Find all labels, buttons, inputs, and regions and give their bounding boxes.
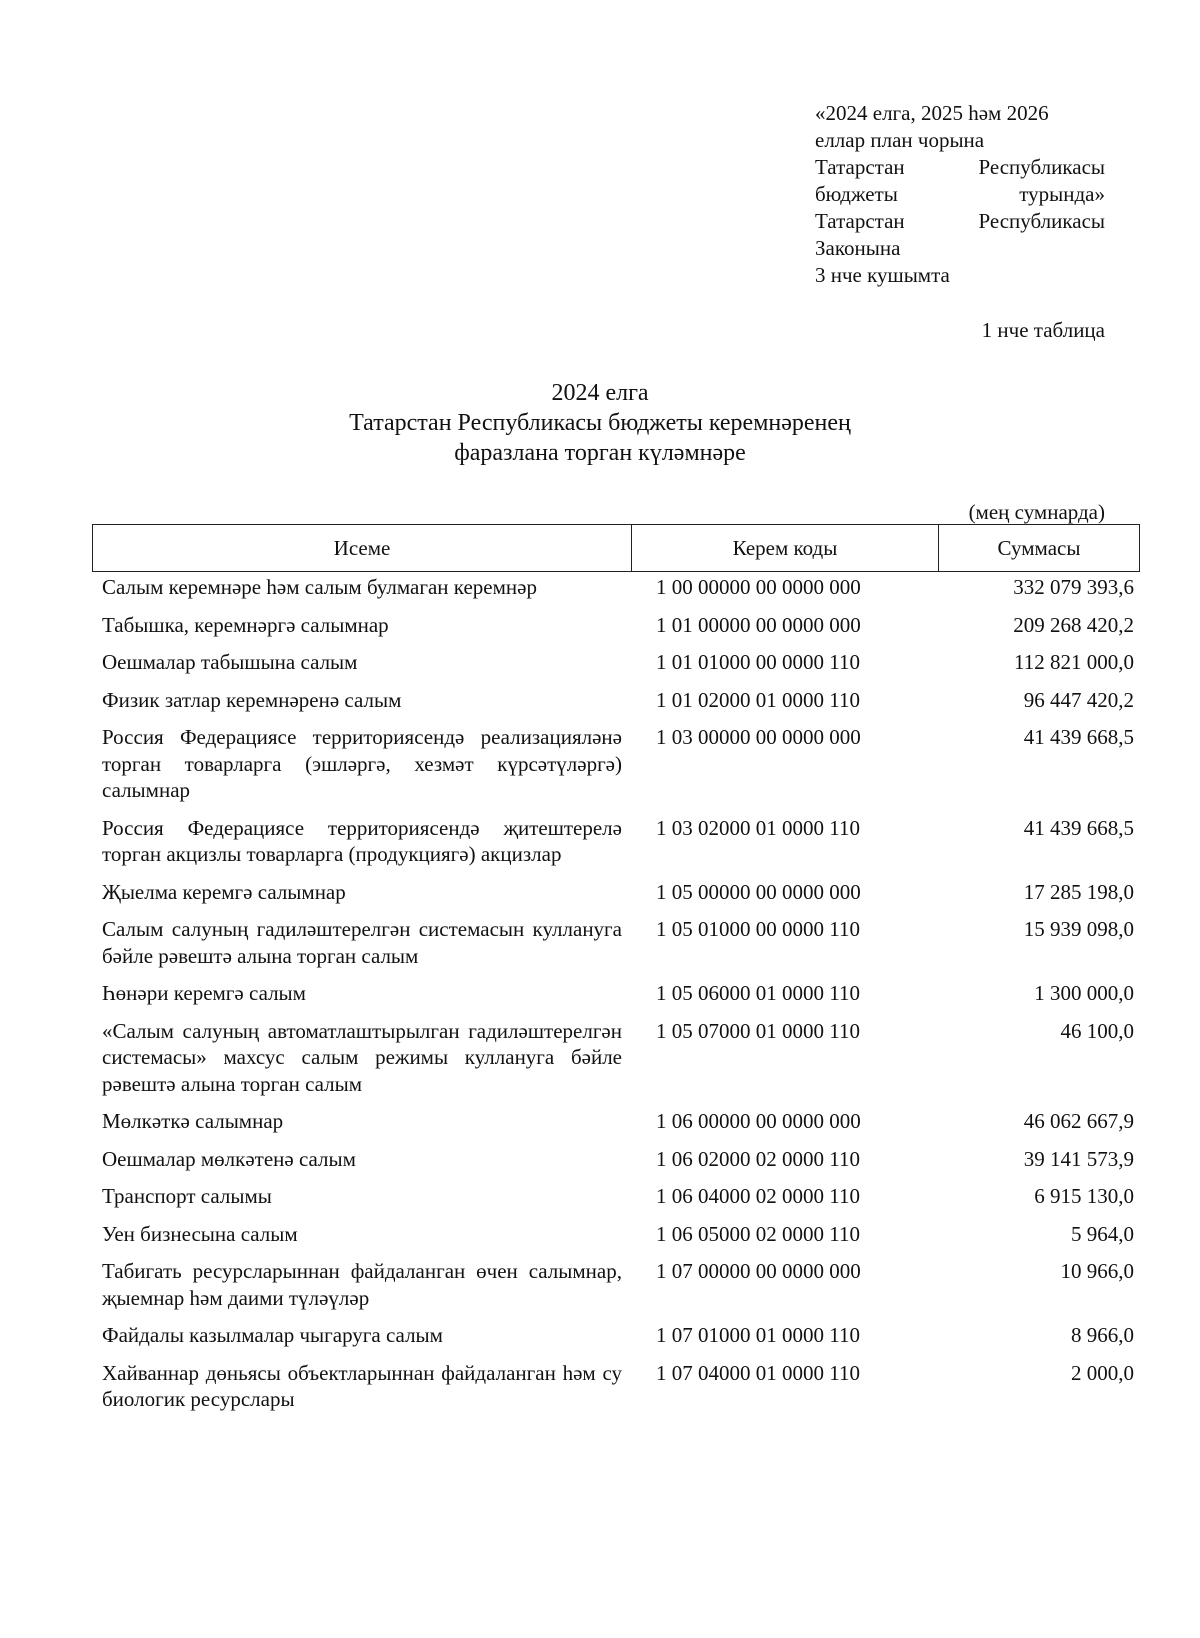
row-code: 1 06 05000 02 0000 110 bbox=[656, 1221, 860, 1246]
row-code: 1 06 02000 02 0000 110 bbox=[656, 1146, 860, 1171]
row-sum: 10 966,0 bbox=[1060, 1259, 1134, 1283]
table-row bbox=[92, 1108, 1140, 1135]
appendix-word: бюджеты bbox=[815, 182, 898, 206]
appendix-line bbox=[815, 181, 1105, 208]
row-sum: 2 000,0 bbox=[1071, 1360, 1134, 1385]
table-row bbox=[92, 1183, 1140, 1210]
table-number: 1 нче таблица bbox=[981, 318, 1105, 342]
table-body bbox=[92, 574, 1140, 1413]
table-row bbox=[92, 1360, 1140, 1413]
table-row bbox=[92, 687, 1140, 714]
appendix-line: «2024 елга, 2025 һәм 2026 bbox=[815, 101, 1049, 125]
row-sum: 6 915 130,0 bbox=[1034, 1184, 1134, 1208]
row-name: Оешмалар мөлкәтенә салым bbox=[102, 1146, 356, 1171]
title-line: Татарстан Республикасы бюджеты керемнәренең bbox=[349, 410, 851, 436]
row-code: 1 01 01000 00 0000 110 bbox=[656, 650, 860, 674]
row-code: 1 03 02000 01 0000 110 bbox=[656, 815, 860, 840]
table-row bbox=[92, 916, 1140, 969]
table-row bbox=[92, 649, 1140, 676]
row-code: 1 05 06000 01 0000 110 bbox=[656, 981, 860, 1005]
row-sum: 41 439 668,5 bbox=[1023, 725, 1134, 749]
row-name: Хайваннар дөньясы объектларыннан файдаланган һәм су биологик ресурслары bbox=[102, 1360, 622, 1411]
table-row bbox=[92, 1322, 1140, 1349]
row-sum: 39 141 573,9 bbox=[1023, 1146, 1134, 1171]
row-sum: 17 285 198,0 bbox=[1023, 879, 1134, 904]
row-name: Физик затлар керемнәренә салым bbox=[102, 687, 402, 712]
row-sum: 46 100,0 bbox=[1060, 1018, 1134, 1043]
header-code: Керем коды bbox=[632, 525, 939, 571]
appendix-line bbox=[815, 208, 1105, 235]
table-row bbox=[92, 574, 1140, 601]
header-sum: Суммасы bbox=[997, 535, 1081, 560]
units-note: (мең сумнарда) bbox=[968, 500, 1105, 524]
table-row bbox=[92, 1146, 1140, 1173]
table-row bbox=[92, 879, 1140, 906]
table-row bbox=[92, 1221, 1140, 1248]
row-name: Табигать ресурсларыннан файдаланган өчен салымнар, җыемнар һәм даими түләүләр bbox=[102, 1259, 622, 1310]
revenue-table bbox=[92, 524, 1140, 1413]
row-sum: 8 966,0 bbox=[1071, 1323, 1134, 1347]
row-code: 1 05 01000 00 0000 110 bbox=[656, 917, 860, 941]
appendix-word: Республикасы bbox=[978, 209, 1105, 233]
table-row bbox=[92, 1018, 1140, 1098]
table-row bbox=[92, 980, 1140, 1007]
row-sum: 209 268 420,2 bbox=[1013, 612, 1134, 637]
row-code: 1 07 04000 01 0000 110 bbox=[656, 1360, 860, 1385]
appendix-reference bbox=[815, 100, 1105, 289]
row-code: 1 06 04000 02 0000 110 bbox=[656, 1184, 860, 1208]
appendix-word: Татарстан bbox=[815, 209, 905, 233]
row-name: Россия Федерациясе территориясендә җитештерелә торган акцизлы товарларга (продукциягә) акцизлар bbox=[102, 815, 622, 866]
appendix-line: еллар план чорына bbox=[815, 128, 985, 152]
title-line: фаразлана торган күләмнәре bbox=[454, 440, 746, 466]
row-name: Транспорт салымы bbox=[102, 1184, 272, 1208]
row-sum: 46 062 667,9 bbox=[1023, 1109, 1134, 1133]
table-row bbox=[92, 724, 1140, 804]
appendix-word: Татарстан bbox=[815, 155, 905, 179]
row-code: 1 01 00000 00 0000 000 bbox=[656, 612, 861, 637]
appendix-line bbox=[815, 154, 1105, 181]
row-name: Файдалы казылмалар чыгаруга салым bbox=[102, 1323, 443, 1347]
table-row bbox=[92, 1258, 1140, 1311]
row-name: Мөлкәткә салымнар bbox=[102, 1109, 284, 1133]
row-code: 1 05 07000 01 0000 110 bbox=[656, 1018, 860, 1043]
row-code: 1 01 02000 01 0000 110 bbox=[656, 687, 860, 712]
table-row bbox=[92, 612, 1140, 639]
table-row bbox=[92, 815, 1140, 868]
document-title bbox=[0, 378, 1200, 468]
row-sum: 1 300 000,0 bbox=[1034, 981, 1134, 1005]
row-name: Уен бизнесына салым bbox=[102, 1221, 298, 1246]
row-sum: 41 439 668,5 bbox=[1023, 815, 1134, 840]
row-name: Салым салуның гадиләштерелгән системасын куллануга бәйле рәвештә алына торган салым bbox=[102, 917, 622, 968]
appendix-line: 3 нче кушымта bbox=[815, 263, 950, 287]
row-sum: 15 939 098,0 bbox=[1023, 917, 1134, 941]
row-code: 1 06 00000 00 0000 000 bbox=[656, 1109, 861, 1133]
row-code: 1 05 00000 00 0000 000 bbox=[656, 879, 861, 904]
row-sum: 332 079 393,6 bbox=[1013, 575, 1134, 599]
row-code: 1 03 00000 00 0000 000 bbox=[656, 725, 861, 749]
row-name: Җыелма керемгә салымнар bbox=[102, 879, 346, 904]
appendix-word: турында» bbox=[1019, 182, 1105, 206]
header-name: Исеме bbox=[93, 525, 632, 571]
row-sum: 5 964,0 bbox=[1071, 1221, 1134, 1246]
appendix-line: Законына bbox=[815, 236, 901, 260]
row-name: Россия Федерациясе территориясендә реализацияләнә торган товарларга (эшләргә, хезмәт күрсәтүләргә) салымнар bbox=[102, 725, 622, 802]
title-line: 2024 елга bbox=[551, 380, 649, 406]
row-code: 1 07 01000 01 0000 110 bbox=[656, 1323, 860, 1347]
row-sum: 96 447 420,2 bbox=[1023, 687, 1134, 712]
table-header bbox=[92, 524, 1140, 572]
row-code: 1 00 00000 00 0000 000 bbox=[656, 575, 861, 599]
row-name: Һөнәри керемгә салым bbox=[102, 981, 306, 1005]
appendix-word: Республикасы bbox=[978, 155, 1105, 179]
row-name: «Салым салуның автоматлаштырылган гадиләштерелгән системасы» махсус салым режимы куллануга бәйле рәвештә алына торган салым bbox=[102, 1018, 622, 1096]
row-name: Оешмалар табышына салым bbox=[102, 650, 358, 674]
row-name: Табышка, керемнәргә салымнар bbox=[102, 612, 389, 637]
row-sum: 112 821 000,0 bbox=[1014, 650, 1134, 674]
row-name: Салым керемнәре һәм салым булмаган керемнәр bbox=[102, 575, 537, 599]
row-code: 1 07 00000 00 0000 000 bbox=[656, 1259, 861, 1283]
